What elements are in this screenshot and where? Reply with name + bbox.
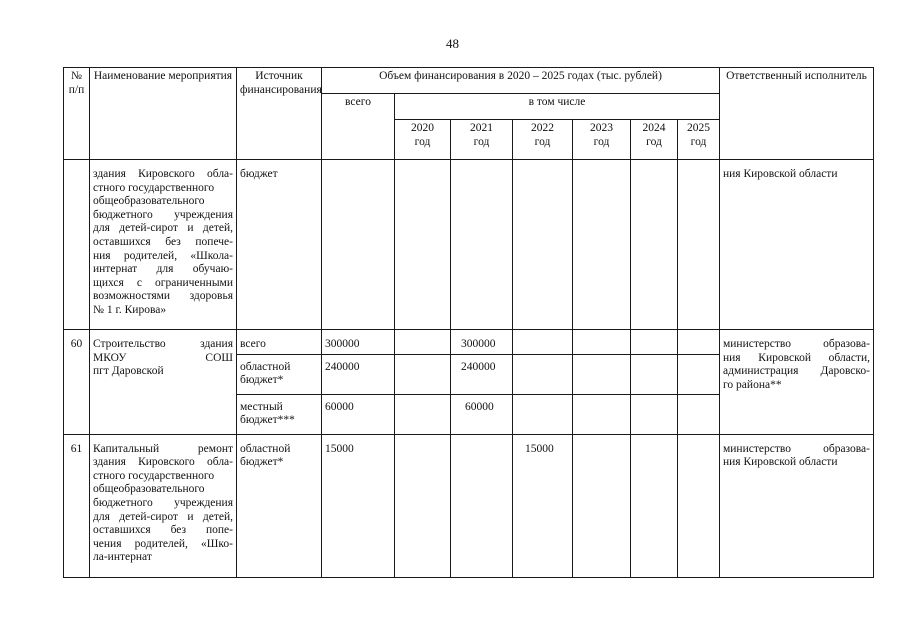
- financing-table: [63, 67, 874, 578]
- header-source: Источник финансирования: [237, 68, 322, 160]
- header-year-2025: 2025 год: [678, 120, 720, 160]
- row-cont-source: бюджет: [237, 160, 322, 330]
- row60-executor: министерство образова- ния Кировской области, администрация Даровско- го района**: [720, 330, 874, 435]
- row61-name: Капитальный ремонт здания Кировского обла- стного государственного общеобразовательного бюджетного учреждения для детей-сирот и детей, оставшихся без попе- чения родителей, «Шко- ла-интернат: [90, 434, 237, 577]
- row-cont-name: здания Кировского обла- стного государственного общеобразовательного бюджетного учреждения для детей-сирот и детей, оставшихся без попече- ния родителей, «Школа- интернат для обучаю- щихся с ограниченными возможностями здоровья № 1 г. Кирова»: [90, 160, 237, 330]
- row60-total: 300000: [322, 330, 395, 355]
- row60-regional-2021: 240000: [451, 354, 513, 394]
- header-executor: Ответственный исполнитель: [720, 68, 874, 160]
- row61-num: 61: [64, 434, 90, 577]
- row-cont-num: [64, 160, 90, 330]
- table-row: [64, 330, 874, 355]
- row61-executor: министерство образова- ния Кировской области: [720, 434, 874, 577]
- row61-source: областной бюджет*: [237, 434, 322, 577]
- row60-regional-total: 240000: [322, 354, 395, 394]
- table-row: [64, 160, 874, 330]
- table-row: [64, 434, 874, 577]
- row60-source-local: местный бюджет***: [237, 394, 322, 434]
- row60-local-2021: 60000: [451, 394, 513, 434]
- header-year-2023: 2023 год: [573, 120, 631, 160]
- page-number: 48: [446, 36, 459, 51]
- row61-total: 15000: [322, 434, 395, 577]
- header-year-2020: 2020 год: [395, 120, 451, 160]
- row60-2021: 300000: [451, 330, 513, 355]
- header-name: Наименование мероприятия: [90, 68, 237, 160]
- header-year-2024: 2024 год: [631, 120, 678, 160]
- row61-2022: 15000: [513, 434, 573, 577]
- row-cont-executor: ния Кировской области: [720, 160, 874, 330]
- header-including: в том числе: [395, 94, 720, 120]
- row60-num: 60: [64, 330, 90, 435]
- row60-source-regional: областной бюджет*: [237, 354, 322, 394]
- header-num: № п/п: [64, 68, 90, 160]
- header-total: всего: [322, 94, 395, 160]
- row60-name: Строительство здания МКОУ СОШ пгт Даровской: [90, 330, 237, 435]
- header-year-2021: 2021 год: [451, 120, 513, 160]
- row60-local-total: 60000: [322, 394, 395, 434]
- row60-source-total: всего: [237, 330, 322, 355]
- header-volume: Объем финансирования в 2020 – 2025 годах (тыс. рублей): [322, 68, 720, 94]
- header-year-2022: 2022 год: [513, 120, 573, 160]
